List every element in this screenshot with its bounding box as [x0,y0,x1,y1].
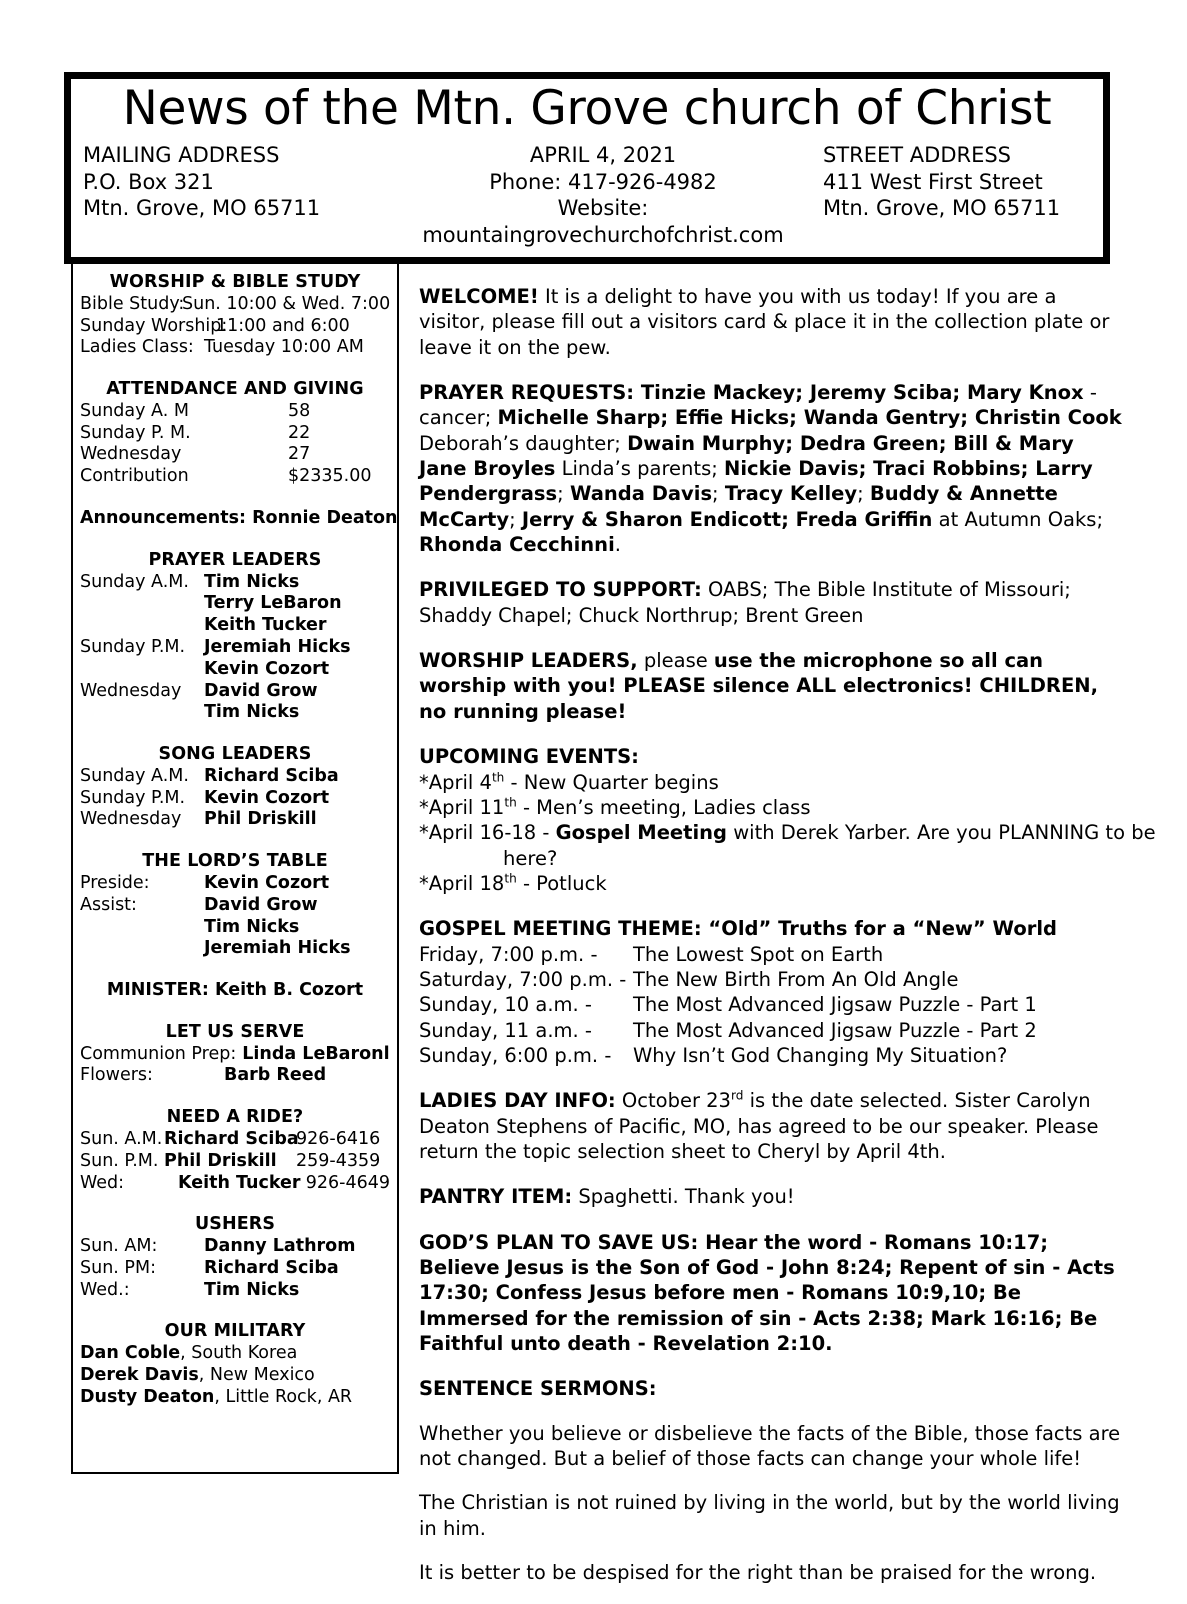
song-leader-row [80,766,390,788]
gospel-meeting-row [419,1043,1122,1068]
military-row [80,1365,390,1387]
welcome-text: It is a delight to have you with us today! If you are a visitor, please fill out a visitors card & place it in the collection plate or leave it on the pew. [419,285,1110,359]
usher-name: Danny Lathrom [204,1236,356,1257]
usher-row [80,1280,390,1302]
event-date: *April 4 [419,770,492,794]
ladies-day-text-pre: October 23 [615,1089,731,1113]
prayer-requests-paragraph [419,380,1122,557]
welcome-paragraph [419,284,1122,360]
prayer-request-name: Buddy & Annette McCarty [419,482,1058,531]
lords-table-name: David Grow [204,894,318,915]
song-leader-label: Sunday A.M. [80,765,189,786]
street-address-line1: 411 West First Street [823,169,1043,194]
worship-row-label: Bible Study: [80,293,185,314]
worship-row-label: Sunday Worship: [80,315,228,336]
communion-prep-row [80,1044,390,1066]
gospel-meeting-emphasis: Gospel Meeting [555,821,727,845]
attendance-row-label: Sunday P. M. [80,422,191,443]
prayer-request-name: Michelle Sharp; Effie Hicks; Wanda Gentry; Christin Cook [497,406,1122,430]
mailing-address-label: MAILING ADDRESS [83,142,280,167]
lords-table-row [80,873,390,895]
flowers-label: Flowers: [80,1065,153,1086]
worship-leaders-notice [419,648,1122,724]
usher-row [80,1236,390,1258]
street-address-label: STREET ADDRESS [823,142,1012,167]
event-date: *April 11 [419,795,505,819]
prayer-leader-label [80,615,204,637]
military-row [80,1387,390,1409]
lords-table-row [80,917,390,939]
event-description: - Men’s meeting, Ladies class [516,795,811,819]
announcements-section [80,508,398,530]
page-title: News of the Mtn. Grove church of Christ [122,81,1052,136]
gospel-meeting-time: Sunday, 10 a.m. - [419,993,592,1017]
need-a-ride-row [80,1151,390,1173]
gospel-meeting-row [419,967,1122,992]
prayer-leader-label [80,593,204,615]
event-item [419,871,1122,896]
prayer-request-note: Deborah’s daughter; [419,431,628,455]
military-member-location: , Little Rock, AR [214,1386,353,1407]
gospel-meeting-topic: The New Birth From An Old Angle [633,967,959,991]
event-description: - New Quarter begins [504,770,719,794]
minister-name: MINISTER: Keith B. Cozort [106,980,364,1001]
ushers-section [80,1214,390,1301]
usher-label: Sun. PM: [80,1257,156,1278]
sentence-sermon-item: Whether you believe or disbelieve the facts of the Bible, those facts are not changed. But a belief of those facts can change your whole life! [419,1421,1121,1471]
prayer-request-note: ; [509,507,522,531]
ladies-day-text: is the date selected. Sister Carolyn Deaton Stephens of Pacific, MO, has agreed to be our speaker. Please return the topic selection sheet to Cheryl by April 4th. [419,1089,1099,1163]
prayer-leader-label [80,659,204,681]
worship-leaders-rest: use the microphone so all can worship with you! PLEASE silence ALL electronics! CHILDREN, no running please! [419,649,1098,723]
prayer-leader-name: Keith Tucker [204,615,327,636]
event-date-ordinal: th [504,871,517,886]
upcoming-events-section [419,744,1156,896]
worship-row-value: 11:00 and 6:00 [216,315,350,336]
attendance-row-label: Sunday A. M [80,400,189,421]
gospel-meeting-topic: The Most Advanced Jigsaw Puzzle - Part 1 [633,993,1037,1017]
prayer-leader-name: David Grow [204,680,318,701]
lords-table-heading: THE LORD’S TABLE [142,851,328,872]
need-a-ride-row [80,1173,390,1195]
privileged-to-support-paragraph [419,577,1122,628]
song-leader-label: Wednesday [80,809,182,830]
military-member-location: , South Korea [180,1343,298,1364]
prayer-leader-row [80,681,390,703]
event-date-ordinal: th [504,795,517,810]
event-description: - Potluck [516,871,607,895]
flowers-name: Barb Reed [224,1065,327,1086]
attendance-row-value: 27 [288,444,311,465]
usher-name: Tim Nicks [204,1279,300,1300]
lords-table-row [80,938,390,960]
prayer-request-note: ; [857,482,870,506]
pantry-item-label: PANTRY ITEM: [419,1185,573,1209]
military-member-location: , New Mexico [198,1365,315,1386]
communion-prep-name: Linda LeBaronl [242,1043,390,1064]
prayer-leader-row [80,615,390,637]
upcoming-events-heading: UPCOMING EVENTS: [419,745,639,769]
prayer-request-note: at Autumn Oaks; [932,507,1104,531]
song-leader-label: Sunday P.M. [80,787,186,808]
military-member-name: Dan Coble [80,1343,181,1364]
ride-label: Sun. A.M. [80,1129,163,1149]
worship-schedule-row [80,316,390,338]
lords-table-name: Kevin Cozort [204,872,330,893]
gospel-meeting-time: Friday, 7:00 p.m. - [419,942,598,966]
masthead [64,72,1110,264]
phone-number: Phone: 417-926-4982 [489,169,717,194]
worship-row-label: Ladies Class: [80,337,194,358]
prayer-request-note: - cancer; [419,381,1097,430]
prayer-leader-name: Kevin Cozort [204,658,330,679]
ladies-day-ordinal: rd [730,1088,744,1103]
mailing-address-block [83,142,383,250]
event-date: *April 18 [419,871,505,895]
attendance-row-label: Contribution [80,466,189,487]
attendance-row [80,466,390,488]
sentence-sermons-section [419,1376,1122,1585]
support-label: PRIVILEGED TO SUPPORT: [419,578,702,602]
event-item [419,795,1122,820]
worship-row-value: Sun. 10:00 & Wed. 7:00 [182,293,391,314]
usher-name: Richard Sciba [204,1257,339,1278]
need-a-ride-heading: NEED A RIDE? [166,1107,304,1128]
lords-table-row [80,895,390,917]
prayer-leader-row [80,593,390,615]
attendance-giving-heading: ATTENDANCE AND GIVING [106,379,364,400]
prayer-leader-label: Wednesday [80,680,182,701]
gospel-meeting-time: Sunday, 6:00 p.m. - [419,1043,612,1067]
mailing-address-line1: P.O. Box 321 [83,169,214,194]
mailing-address-line2: Mtn. Grove, MO 65711 [83,196,321,221]
ride-driver-name: Richard Sciba [164,1129,299,1149]
attendance-giving-section [80,379,390,488]
military-row [80,1343,390,1365]
support-text: OABS; The Bible Institute of Missouri; Shaddy Chapel; Chuck Northrup; Brent Green [419,578,1071,627]
prayer-request-name: Jerry & Sharon Endicott; Freda Griffin [521,507,933,531]
prayer-leader-label: Sunday A.M. [80,571,189,592]
sentence-sermon-item: It is better to be despised for the right than be praised for the wrong. [419,1561,1097,1585]
song-leader-name: Richard Sciba [204,765,339,786]
worship-leaders-mid: please [637,649,714,673]
prayer-leaders-heading: PRAYER LEADERS [148,549,322,570]
let-us-serve-section [80,1022,390,1087]
worship-schedule-heading: WORSHIP & BIBLE STUDY [109,272,361,292]
prayer-leader-row [80,572,390,594]
ride-driver-phone: 926-6416 [296,1129,381,1149]
usher-row [80,1258,390,1280]
event-item [419,820,1156,845]
gospel-meeting-topic: The Most Advanced Jigsaw Puzzle - Part 2 [633,1018,1037,1042]
prayer-request-note: Linda’s parents; [555,457,724,481]
ushers-heading: USHERS [194,1214,276,1235]
event-date-ordinal: th [491,770,505,784]
gospel-meeting-time: Sunday, 11 a.m. - [419,1018,592,1042]
prayer-requests-label: PRAYER REQUESTS: [419,381,635,405]
contribution-amount: $2335.00 [288,466,372,487]
need-a-ride-section [80,1107,390,1194]
song-leader-name: Phil Driskill [204,809,317,830]
masthead-inner-frame [69,77,1105,259]
worship-leaders-label: WORSHIP LEADERS, [419,649,638,673]
sentence-sermons-heading: SENTENCE SERMONS: [419,1377,657,1401]
prayer-request-note: ; [557,482,570,506]
communion-prep-label: Communion Prep: [80,1043,237,1064]
gospel-meeting-row [419,1018,1122,1043]
ride-label: Sun. P.M. [80,1150,159,1171]
gospel-meeting-topic: Why Isn’t God Changing My Situation? [633,1043,1008,1067]
prayer-leader-label: Sunday P.M. [80,636,186,657]
event-item-continuation: here? [503,846,558,870]
attendance-row [80,401,390,423]
gospel-meeting-time: Saturday, 7:00 p.m. - [419,967,627,991]
let-us-serve-heading: LET US SERVE [165,1021,305,1042]
gospel-meeting-theme-heading: GOSPEL MEETING THEME: “Old” Truths for a “New” World [419,917,1058,941]
prayer-request-name: Tinzie Mackey; Jeremy Sciba; Mary Knox [634,381,1084,405]
ladies-day-label: LADIES DAY INFO: [419,1089,616,1113]
prayer-leader-name: Tim Nicks [204,571,300,592]
event-description: with Derek Yarber. Are you PLANNING to be [727,821,1156,845]
prayer-leader-row [80,659,390,681]
song-leader-row [80,809,390,831]
usher-label: Sun. AM: [80,1236,158,1257]
prayer-request-note: ; [712,482,725,506]
prayer-request-name: Dwain Murphy; Dedra Green; Bill & Mary Jane Broyles [419,431,1074,481]
lords-table-label [80,938,204,960]
event-item [419,770,1122,795]
event-date: *April 16-18 [419,821,537,845]
welcome-label: WELCOME! [419,285,539,308]
ride-driver-phone: 926-4649 [305,1172,390,1193]
prayer-request-name: Nickie Davis; Traci Robbins; Larry Pendergrass [419,457,1093,506]
prayer-request-name: Wanda Davis [569,482,713,506]
military-member-name: Derek Davis [80,1365,199,1386]
attendance-row-value: 22 [288,422,311,443]
ride-label: Wed: [80,1172,125,1193]
prayer-leader-row [80,637,390,659]
street-address-block [823,142,1091,250]
ladies-day-paragraph [419,1088,1122,1164]
song-leader-name: Kevin Cozort [204,787,330,808]
our-military-heading: OUR MILITARY [164,1321,306,1342]
song-leaders-section [80,744,390,831]
attendance-row [80,423,390,445]
ride-driver-name: Phil Driskill [164,1150,277,1171]
main-content [419,284,1156,1604]
usher-label: Wed.: [80,1279,130,1300]
prayer-leader-name: Terry LeBaron [204,593,342,614]
need-a-ride-row [80,1129,390,1151]
attendance-row [80,444,390,466]
gospel-meeting-theme-section [419,916,1122,1068]
gods-plan-paragraph: GOD’S PLAN TO SAVE US: Hear the word - Romans 10:17; Believe Jesus is the Son of God - John 8:24; Repent of sin - Acts 17:30; Confess Jesus before men - Romans 10:9,10; Be Immersed for the remission of sin - Acts 2:38; Mark 16:16; Be Faithful unto death - Revelation 2:10. [419,1230,1115,1356]
gospel-meeting-row [419,992,1122,1017]
issue-date: APRIL 4, 2021 [529,142,677,167]
masthead-address-columns [83,142,1091,250]
minister-section [80,980,390,1002]
gospel-meeting-row [419,942,1122,967]
sidebar [71,262,399,1474]
lords-table-label: Preside: [80,872,150,893]
street-address-line2: Mtn. Grove, MO 65711 [823,196,1061,221]
prayer-leader-label [80,702,204,724]
lords-table-name: Jeremiah Hicks [204,938,351,959]
our-military-section [80,1321,390,1408]
prayer-leader-name: Tim Nicks [204,702,300,723]
lords-table-section [80,851,390,960]
prayer-leader-row [80,702,390,724]
song-leaders-heading: SONG LEADERS [158,744,312,765]
prayer-request-name: Rhonda Cecchinni [419,533,615,557]
worship-schedule-row [80,337,390,359]
prayer-leaders-section [80,550,390,724]
prayer-requests-names [419,381,1122,556]
prayer-request-name: Tracy Kelley [724,482,858,506]
attendance-row-value: 58 [288,400,311,421]
gospel-meeting-topic: The Lowest Spot on Earth [633,942,884,966]
flowers-row [80,1065,390,1087]
lords-table-label [80,917,204,939]
worship-row-value: Tuesday 10:00 AM [204,337,364,358]
prayer-leader-name: Jeremiah Hicks [204,636,351,657]
pantry-item-text: Spaghetti. Thank you! [572,1185,795,1209]
pantry-item-paragraph [419,1184,1122,1209]
song-leader-row [80,788,390,810]
attendance-row-label: Wednesday [80,444,182,465]
military-member-name: Dusty Deaton [80,1386,215,1407]
website-url: Website: mountaingrovechurchofchrist.com [422,196,784,248]
sentence-sermon-item: The Christian is not ruined by living in the world, but by the world living in him. [419,1491,1120,1540]
lords-table-name: Tim Nicks [204,916,300,937]
ride-driver-phone: 259-4359 [296,1150,381,1171]
lords-table-label: Assist: [80,894,137,915]
announcements-person: Announcements: Ronnie Deaton [80,508,398,529]
ride-driver-name: Keith Tucker [178,1172,301,1193]
worship-schedule-section [80,272,390,359]
worship-schedule-row [80,294,390,316]
prayer-request-note: . [614,533,621,557]
event-dash: - [536,821,556,845]
issue-info-block [383,142,823,250]
